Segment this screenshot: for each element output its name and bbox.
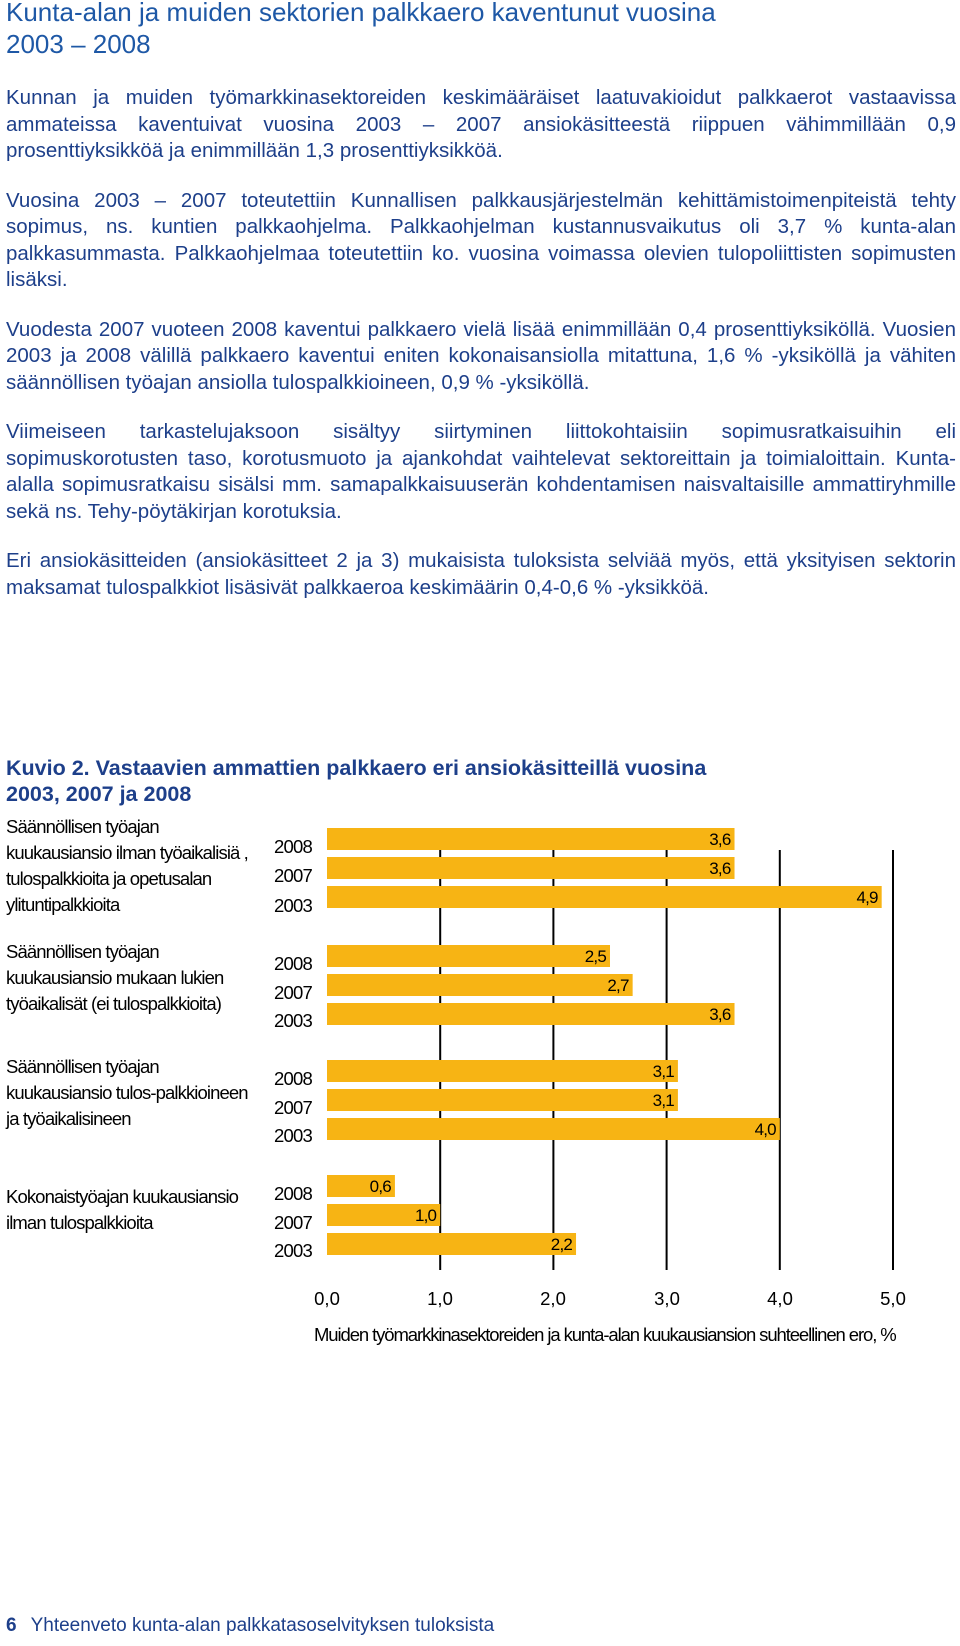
bar — [327, 1118, 780, 1140]
bar — [327, 886, 882, 908]
figure-caption-text: Vastaavien ammattien palkkaero eri ansiokäsitteillä vuosina 2003, 2007 ja 2008 — [6, 756, 707, 806]
bar-value-label: 2,2 — [550, 1235, 573, 1254]
year-label: 2003 — [274, 1010, 312, 1031]
figure-caption — [6, 755, 766, 807]
x-tick-label: 2,0 — [540, 1288, 566, 1309]
year-label: 2007 — [274, 1097, 312, 1118]
bar-value-label: 3,6 — [709, 859, 731, 878]
page-number: 6 — [6, 1615, 17, 1636]
year-label: 2008 — [274, 1183, 312, 1204]
bar-chart — [0, 816, 960, 1410]
group-label: Säännöllisen työajan kuukausiansio tulos-palkkioineen ja työaikalisineen — [6, 1056, 248, 1129]
paragraph: Kunnan ja muiden työmarkkinasektoreiden keskimääräiset laatuvakioidut palkkaerot vastaavissa ammateissa kaventuivat vuosina 2003 – 2007 ansiokäsitteestä riippuen vähimmillään 0,9 prosenttiyksikköä ja enimmillään 1,3 prosenttiyksikköä. — [6, 86, 956, 162]
bar-value-label: 3,1 — [652, 1062, 674, 1081]
paragraph: Viimeiseen tarkastelujaksoon sisältyy siirtyminen liittokohtaisiin sopimusratkaisuihin eli sopimuskorotusten taso, korotusmuoto ja ajankohdat vaihtelevat sektoreittain ja toimialoittain. Kunta-alalla sopimusratkaisu sisälsi mm. samapalkkaisuuserän kohdentamisen naisvaltaisille ammattiryhmille sekä ns. Tehy-pöytäkirjan korotuksia. — [6, 420, 956, 523]
bar-value-label: 3,6 — [709, 1005, 731, 1024]
bar — [327, 1089, 678, 1111]
year-label: 2007 — [274, 865, 312, 886]
page-title: Kunta-alan ja muiden sektorien palkkaero kaventunut vuosina 2003 – 2008 — [6, 0, 716, 59]
bar — [327, 1060, 678, 1082]
x-tick-label: 0,0 — [314, 1288, 340, 1309]
bar-value-label: 3,1 — [652, 1091, 674, 1110]
footer-text: Yhteenveto kunta-alan palkkatasoselvityksen tuloksista — [30, 1615, 495, 1636]
year-label: 2003 — [274, 895, 312, 916]
page-footer — [6, 1614, 494, 1638]
year-label: 2008 — [274, 836, 312, 857]
year-label: 2007 — [274, 982, 312, 1003]
year-label: 2008 — [274, 953, 312, 974]
bar-value-label: 2,7 — [607, 976, 629, 995]
bar-value-label: 4,0 — [754, 1120, 776, 1139]
bar-value-label: 3,6 — [709, 830, 731, 849]
group-label: Kokonaistyöajan kuukausiansio ilman tulospalkkioita — [6, 1186, 239, 1233]
group-label: Säännöllisen työajan kuukausiansio mukaan lukien työaikalisät (ei tulospalkkioita) — [6, 941, 224, 1014]
x-tick-label: 4,0 — [767, 1288, 793, 1309]
x-axis-title: Muiden työmarkkinasektoreiden ja kunta-alan kuukausiansion suhteellinen ero, % — [314, 1324, 896, 1345]
bar — [327, 945, 610, 967]
bar — [327, 828, 735, 850]
bar — [327, 974, 633, 996]
bar — [327, 1003, 735, 1025]
bar — [327, 857, 735, 879]
year-label: 2003 — [274, 1240, 312, 1261]
figure-number: Kuvio 2. — [6, 756, 90, 780]
body-text — [6, 85, 956, 624]
paragraph: Vuodesta 2007 vuoteen 2008 kaventui palkkaero vielä lisää enimmillään 0,4 prosenttiyksiköllä. Vuosien 2003 ja 2008 välillä palkkaero kaventui eniten kokonaisansiolla mitattuna, 1,6 % -yksiköllä ja vähiten säännöllisen työajan ansiolla tulospalkkioineen, 0,9 % -yksiköllä. — [6, 317, 956, 394]
year-label: 2008 — [274, 1068, 312, 1089]
x-tick-label: 1,0 — [427, 1288, 453, 1309]
year-label: 2007 — [274, 1212, 312, 1233]
year-label: 2003 — [274, 1125, 312, 1146]
bar-value-label: 0,6 — [369, 1177, 391, 1196]
bar-value-label: 4,9 — [856, 888, 878, 907]
bar-value-label: 2,5 — [584, 947, 606, 966]
x-tick-label: 5,0 — [880, 1288, 906, 1309]
group-label: Säännöllisen työajan kuukausiansio ilman työaikalisiä , tulospalkkioita ja opetusalan ylituntipalkkioita — [6, 816, 248, 915]
paragraph: Eri ansiokäsitteiden (ansiokäsitteet 2 ja 3) mukaisista tuloksista selviää myös, että yksityisen sektorin maksamat tulospalkkiot lisäsivät palkkaeroa keskimäärin 0,4-0,6 % -yksikköä. — [6, 549, 956, 599]
bar-value-label: 1,0 — [414, 1206, 437, 1225]
x-tick-label: 3,0 — [654, 1288, 680, 1309]
bar — [327, 1233, 576, 1255]
paragraph: Vuosina 2003 – 2007 toteutettiin Kunnallisen palkkausjärjestelmän kehittämistoimenpiteistä tehty sopimus, ns. kuntien palkkaohjelma. Palkkaohjelman kustannusvaikutus oli 3,7 % kunta-alan palkkasummasta. Palkkaohjelmaa toteutettiin ko. vuosina voimassa olevien tulopoliittisten sopimusten lisäksi. — [6, 188, 956, 291]
